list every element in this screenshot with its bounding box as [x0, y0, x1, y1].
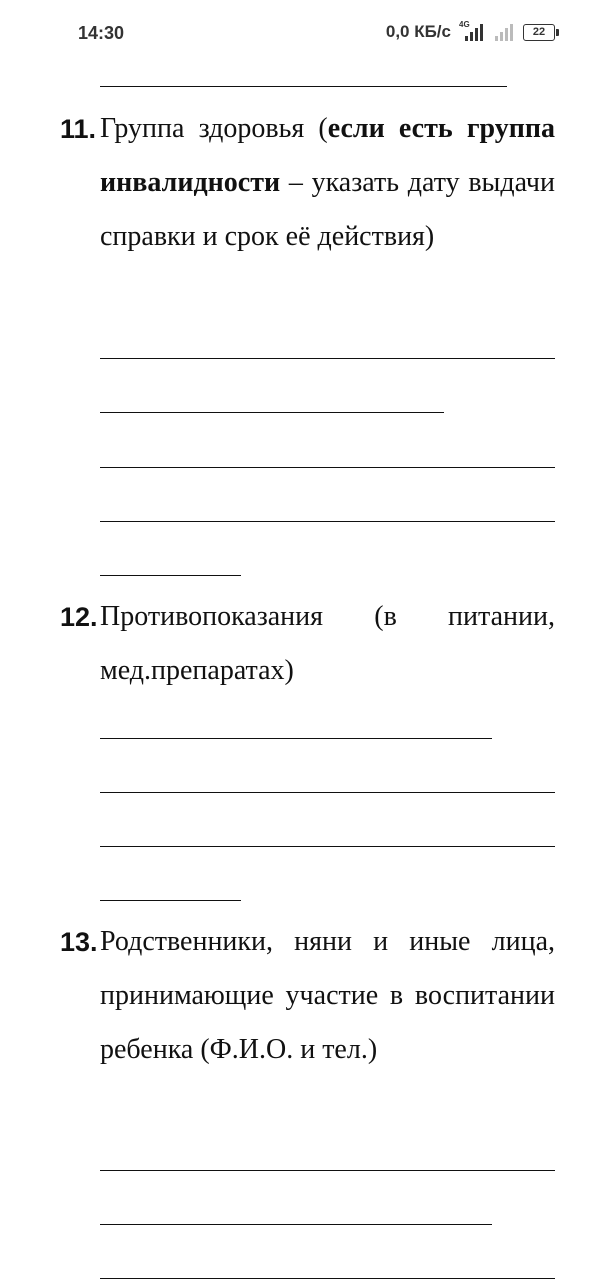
blank-line [100, 792, 555, 793]
item-number: 13. [60, 927, 98, 957]
blank-line [100, 738, 492, 739]
text-part: – указать дату выдачи справки и срок её действия) [100, 167, 555, 252]
blank-line [100, 358, 555, 359]
blank-line [100, 1170, 555, 1171]
blank-line [100, 575, 241, 576]
clock: 14:30 [78, 23, 125, 43]
question-12 [60, 590, 555, 698]
question-text [100, 102, 555, 264]
blank-line [100, 412, 444, 413]
blank-line [100, 1278, 555, 1279]
network-type-label: 4G [459, 20, 470, 29]
question-11 [60, 102, 555, 264]
question-text: Противопоказания (в питании, мед.препаратах) [100, 601, 555, 686]
network-speed: 0,0 КБ/с [385, 22, 451, 41]
text-bold-part: если есть группа инвалидности [100, 113, 555, 198]
status-icons [386, 22, 555, 42]
signal-4g-icon [459, 20, 483, 41]
blank-line [100, 521, 555, 522]
blank-line [100, 1224, 492, 1225]
blank-line [100, 900, 241, 901]
blank-line [100, 467, 555, 468]
blank-line [100, 846, 555, 847]
blank-line [100, 86, 507, 87]
document-page [0, 62, 591, 1280]
item-number: 11. [60, 114, 97, 144]
signal-sim2-icon [491, 23, 515, 41]
item-number: 12. [60, 602, 98, 632]
question-text: Родственники, няни и иные лица, принимающие участие в воспитании ребенка (Ф.И.О. и тел.) [100, 926, 555, 1065]
text-part: Группа здоровья ( [100, 113, 328, 144]
battery-icon: 22 [523, 24, 555, 41]
status-bar [0, 0, 591, 62]
question-13 [60, 915, 555, 1077]
